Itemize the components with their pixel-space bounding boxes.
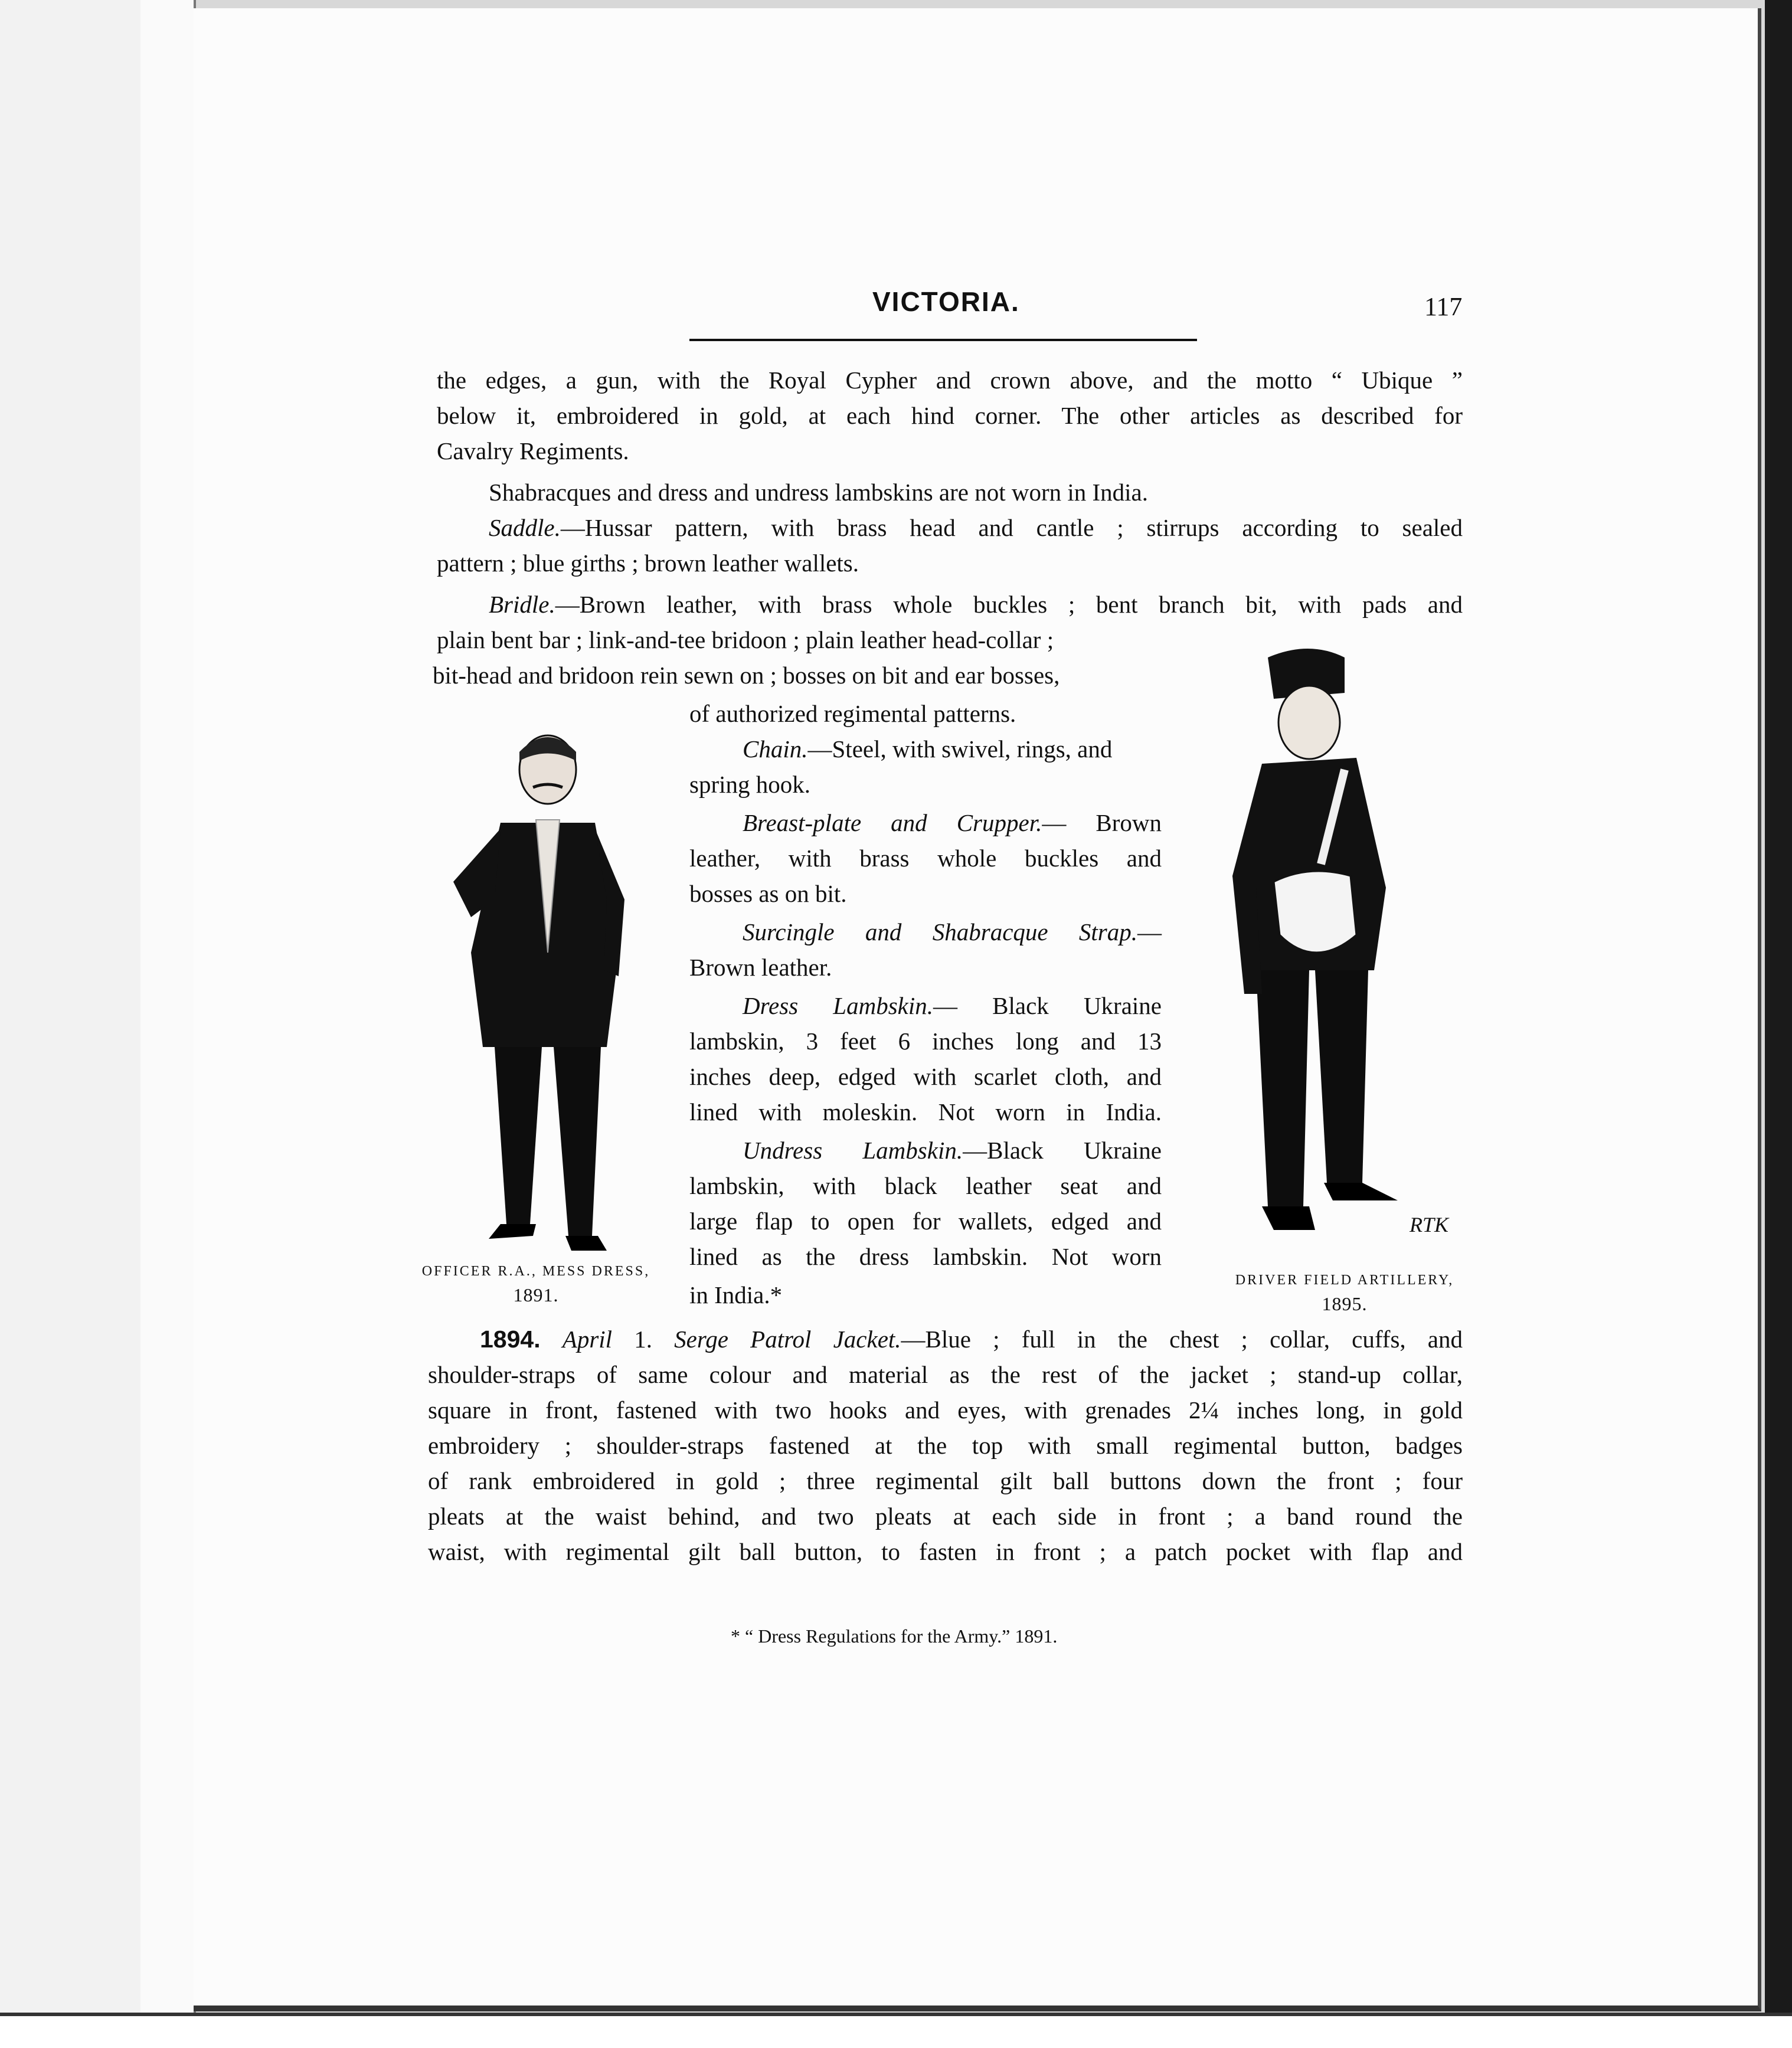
bridle-line-1	[489, 587, 1463, 622]
dress-line-1	[743, 988, 1162, 1023]
artist-monogram: RTK	[1410, 1213, 1449, 1236]
text-line: waist, with regimental gilt ball button, to fasten in front ; a patch pocket with flap and	[428, 1538, 1463, 1565]
text-run: —Steel, with swivel, rings, and	[807, 735, 1113, 763]
text-run: —Black Ukraine	[963, 1137, 1162, 1164]
text-line: shoulder-straps of same colour and material as the rest of the jacket ; stand-up collar,	[428, 1361, 1463, 1388]
saddle-line-1	[489, 510, 1463, 545]
caption-left	[371, 1259, 701, 1307]
text-line: large flap to open for wallets, edged and	[689, 1208, 1162, 1235]
undress-label: Undress Lambskin.	[743, 1137, 963, 1164]
head-rule	[689, 339, 1197, 341]
breast-label: Breast-plate and Crupper.	[743, 809, 1042, 836]
text-line: spring hook.	[689, 771, 810, 798]
left-page-edge	[0, 0, 142, 2044]
text-line: Shabracques and dress and undress lambskins are not worn in India.	[489, 479, 1148, 506]
text-line: lambskin, with black leather seat and	[689, 1172, 1162, 1199]
text-line: inches deep, edged with scarlet cloth, and	[689, 1063, 1162, 1090]
text-line: lambskin, 3 feet 6 inches long and 13	[689, 1028, 1162, 1055]
text-run: — Black Ukraine	[933, 992, 1162, 1019]
caption-right-title: DRIVER FIELD ARTILLERY,	[1235, 1272, 1454, 1288]
footnote: * “ Dress Regulations for the Army.” 1891.	[731, 1625, 1058, 1647]
entry-date: April	[562, 1326, 613, 1353]
entry-1894-line-1	[480, 1321, 1463, 1357]
text-line: pleats at the waist behind, and two pleats at each side in front ; a band round the	[428, 1503, 1463, 1530]
caption-right	[1179, 1268, 1510, 1316]
surcingle-line-1	[743, 914, 1162, 950]
entry-year: 1894.	[480, 1326, 541, 1353]
book-page	[194, 8, 1761, 2011]
caption-left-title: OFFICER R.A., MESS DRESS,	[421, 1264, 650, 1279]
text-line: bit-head and bridoon rein sewn on ; bosses on bit and ear bosses,	[433, 662, 1060, 689]
text-line: square in front, fastened with two hooks and eyes, with grenades 2¼ inches long, in gold	[428, 1396, 1463, 1424]
text-line: leather, with brass whole buckles and	[689, 845, 1162, 872]
text-line: below it, embroidered in gold, at each hind corner. The other articles as described for	[437, 402, 1463, 429]
page-number: 117	[1424, 292, 1463, 321]
bottom-scan-border	[0, 2013, 1792, 2048]
text-line: Brown leather.	[689, 954, 832, 981]
text-line: the edges, a gun, with the Royal Cypher and crown above, and the motto “ Ubique ”	[437, 367, 1463, 394]
saddle-label: Saddle.	[489, 514, 561, 541]
text-line: pattern ; blue girths ; brown leather wallets.	[437, 549, 859, 577]
running-head-title: VICTORIA.	[872, 286, 1020, 317]
entry-day: 1.	[634, 1326, 652, 1353]
book-gutter	[140, 0, 196, 2044]
text-line: plain bent bar ; link-and-tee bridoon ; plain leather head-collar ;	[437, 626, 1054, 653]
text-run: —Blue ; full in the chest ; collar, cuffs, and	[901, 1326, 1463, 1353]
text-line: of rank embroidered in gold ; three regimental gilt ball buttons down the front ; four	[428, 1467, 1463, 1494]
text-line: of authorized regimental patterns.	[689, 700, 1016, 727]
text-run: —Hussar pattern, with brass head and cantle ; stirrups according to sealed	[560, 514, 1463, 541]
text-line: lined with moleskin. Not worn in India.	[689, 1098, 1162, 1126]
text-run: —Brown leather, with brass whole buckles ; bent branch bit, with pads and	[555, 591, 1463, 618]
breast-line-1	[743, 805, 1162, 840]
text-run: —	[1137, 918, 1162, 946]
caption-left-year: 1891.	[513, 1284, 559, 1306]
right-scan-border	[1765, 0, 1792, 2044]
chain-line-1	[743, 731, 1112, 767]
text-line: Cavalry Regiments.	[437, 437, 629, 464]
surcingle-label: Surcingle and Shabracque Strap.	[743, 918, 1137, 946]
chain-label: Chain.	[743, 735, 808, 763]
text-line: lined as the dress lambskin. Not worn	[689, 1243, 1162, 1270]
dress-label: Dress Lambskin.	[743, 992, 934, 1019]
undress-line-1	[743, 1133, 1162, 1168]
text-line: in India.*	[689, 1281, 783, 1308]
entry-label: Serge Patrol Jacket.	[674, 1326, 901, 1353]
caption-right-year: 1895.	[1322, 1293, 1368, 1314]
text-line: bosses as on bit.	[689, 880, 847, 907]
text-run: — Brown	[1042, 809, 1162, 836]
text-line: embroidery ; shoulder-straps fastened at the top with small regimental button, badges	[428, 1432, 1463, 1459]
driver-field-artillery-illustration	[1173, 640, 1587, 1242]
bridle-label: Bridle.	[489, 591, 555, 618]
officer-mess-dress-illustration	[430, 705, 654, 1259]
